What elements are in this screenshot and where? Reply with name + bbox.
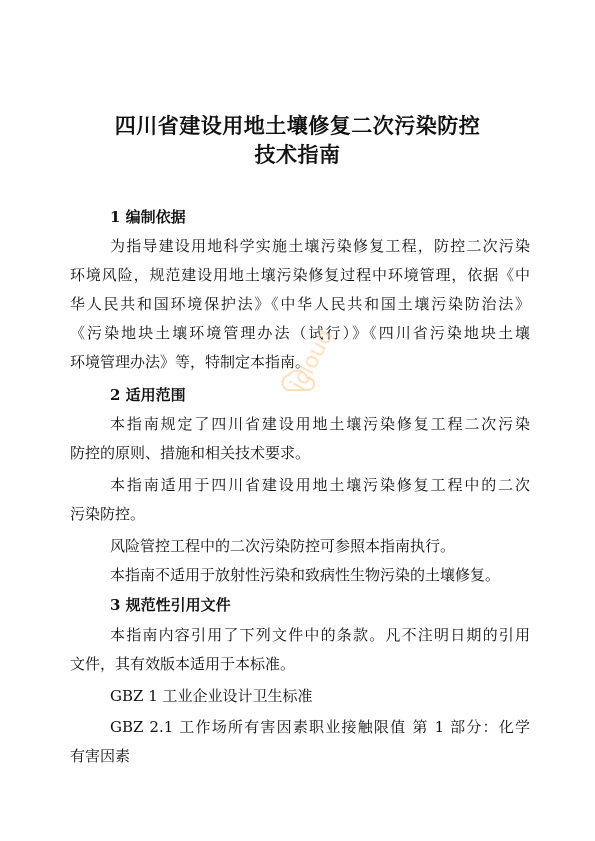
document-title-line-1: 四川省建设用地土壤修复二次污染防控 — [114, 113, 481, 138]
section-1-paragraph-line: 环境管理办法》等，特制定本指南。 — [70, 353, 311, 371]
section-1-paragraph-line: 为指导建设用地科学实施土壤污染修复工程，防控二次污染 — [110, 237, 530, 255]
section-1-heading: 1 编制依据 — [110, 208, 186, 226]
section-1-paragraph-line: 华人民共和国环境保护法》《中华人民共和国土壤污染防治法》 — [70, 295, 530, 313]
reference-gbz-2-1: GBZ 2.1 工作场所有害因素职业接触限值 第 1 部分：化学 — [110, 718, 530, 736]
section-3-paragraph-line: 文件，其有效版本适用于本标准。 — [70, 655, 296, 673]
section-2-paragraph-line: 防控的原则、措施和相关技术要求。 — [70, 444, 311, 462]
section-2-heading: 2 适用范围 — [110, 386, 186, 404]
section-3-paragraph-line: 本指南内容引用了下列文件中的条款。凡不注明日期的引用 — [110, 626, 530, 644]
section-2-paragraph-line: 风险管控工程中的二次污染防控可参照本指南执行。 — [110, 537, 456, 555]
section-2-paragraph-line: 本指南不适用于放射性污染和致病性生物污染的土壤修复。 — [110, 566, 501, 584]
reference-gbz-1: GBZ 1 工业企业设计卫生标准 — [110, 687, 313, 705]
section-1-paragraph-line: 《污染地块土壤环境管理办法（试行）》《四川省污染地块土壤 — [70, 324, 530, 342]
section-3-heading: 3 规范性引用文件 — [110, 596, 231, 614]
watermark-text: icloud — [286, 324, 339, 395]
section-2-paragraph-line: 本指南适用于四川省建设用地土壤污染修复工程中的二次 — [110, 476, 530, 494]
section-1-paragraph-line: 环境风险，规范建设用地土壤污染修复过程中环境管理，依据《中 — [70, 266, 530, 284]
section-2-paragraph-line: 本指南规定了四川省建设用地土壤污染修复工程二次污染 — [110, 415, 530, 433]
reference-gbz-2-1-continued: 有害因素 — [70, 747, 131, 765]
document-title-line-2: 技术指南 — [254, 142, 341, 167]
section-2-paragraph-line: 污染防控。 — [70, 505, 146, 523]
